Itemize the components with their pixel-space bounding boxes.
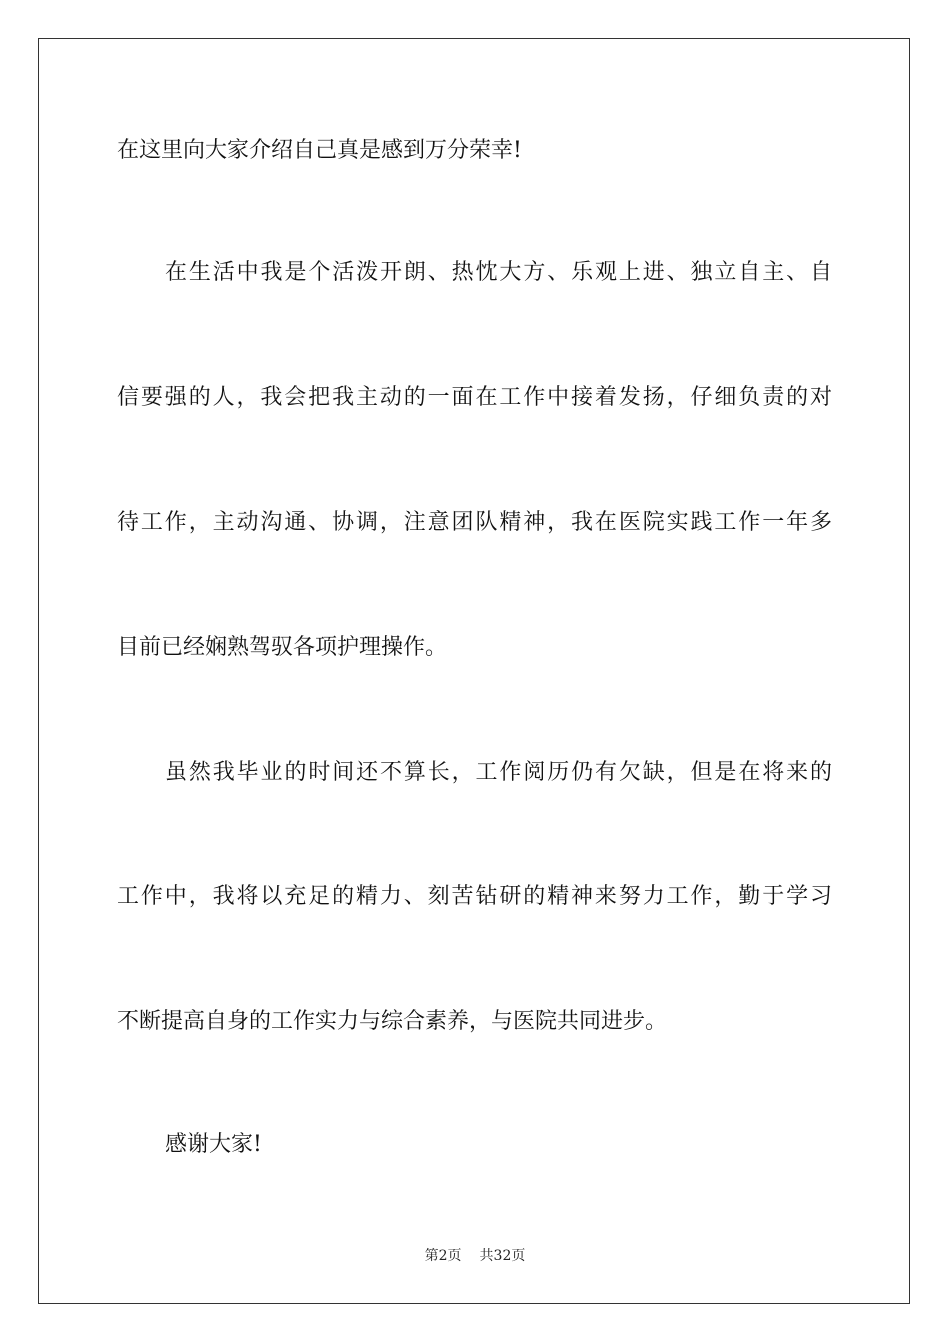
text-line-8: 不断提高自身的工作实力与综合素养，与医院共同进步。: [117, 1009, 668, 1034]
page-number: 第2页: [424, 1248, 462, 1264]
text-line-5: 目前已经娴熟驾驭各项护理操作。: [117, 635, 448, 660]
page-frame: [38, 38, 910, 1304]
text-line-1: 在这里向大家介绍自己真是感到万分荣幸!: [117, 138, 522, 163]
text-line-6: 虽然我毕业的时间还不算长，工作阅历仍有欠缺，但是在将来的: [165, 760, 832, 785]
page-footer: [0, 1246, 950, 1266]
text-line-9: 感谢大家!: [165, 1132, 262, 1157]
text-line-4: 待工作，主动沟通、协调，注意团队精神，我在医院实践工作一年多: [117, 510, 832, 535]
text-line-3: 信要强的人，我会把我主动的一面在工作中接着发扬，仔细负责的对: [117, 385, 832, 410]
text-line-7: 工作中，我将以充足的精力、刻苦钻研的精神来努力工作，勤于学习: [117, 884, 832, 909]
text-line-2: 在生活中我是个活泼开朗、热忱大方、乐观上进、独立自主、自: [165, 260, 832, 285]
total-pages: 共32页: [479, 1248, 526, 1264]
